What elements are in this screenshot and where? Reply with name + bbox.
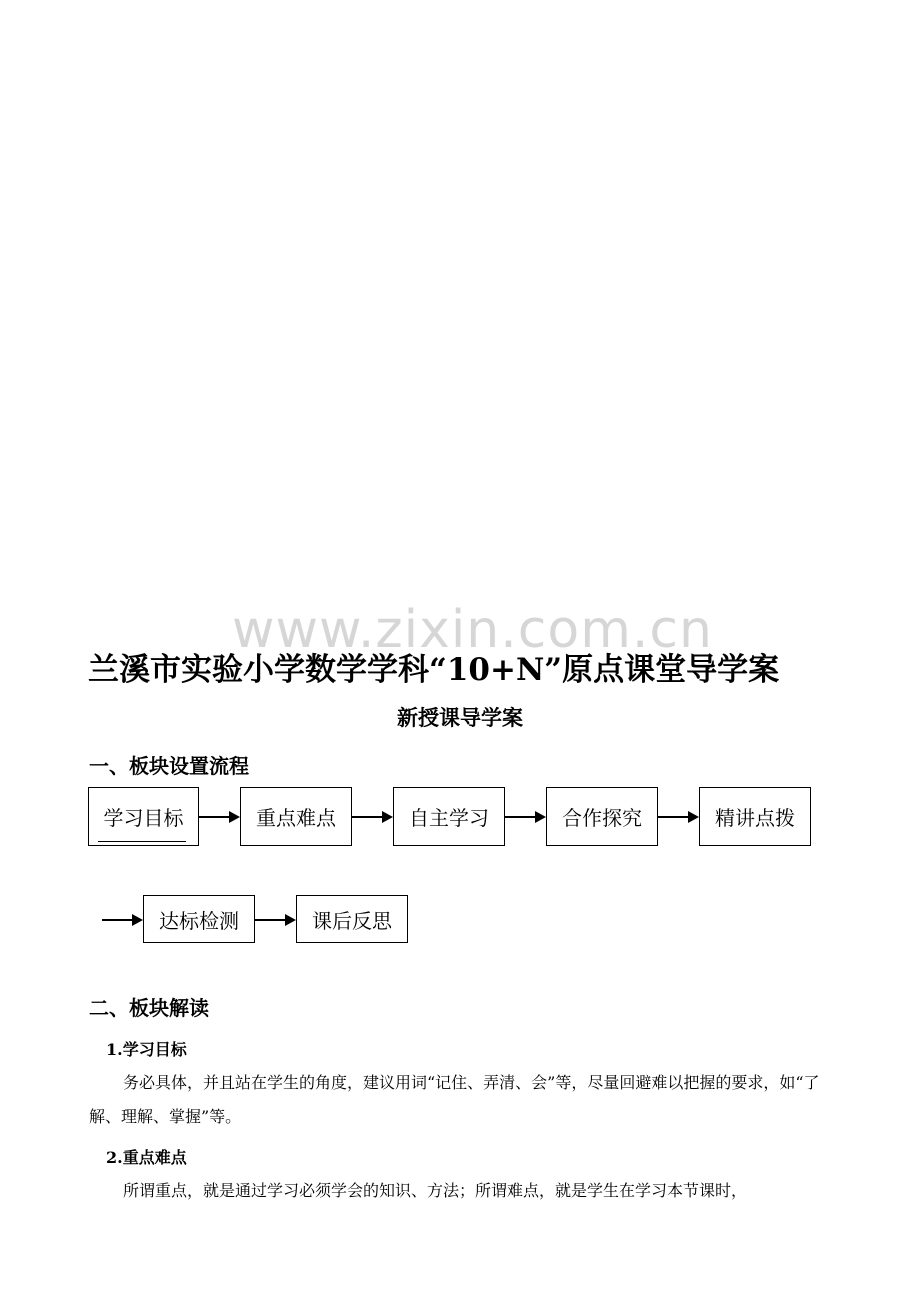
flow-step-label: 课后反思 <box>312 908 392 933</box>
flow-step-key-points <box>240 787 352 846</box>
flow-step-guidance <box>699 787 811 846</box>
flow-step-label: 精讲点拨 <box>715 806 795 830</box>
item-text: 所谓重点，就是通过学习必须学会的知识、方法；所谓难点，就是学生在学习本节课时， <box>123 1181 748 1200</box>
page-title: 兰溪市实验小学数学学科“10+N”原点课堂导学案 <box>88 652 780 688</box>
flow-step-cooperation <box>546 787 658 846</box>
flow-arrow <box>352 811 393 823</box>
page-subtitle: 新授课导学案 <box>397 705 523 730</box>
flow-step-label: 自主学习 <box>409 806 489 830</box>
flow-step-label: 达标检测 <box>159 908 239 933</box>
item-text: 务必具体，并且站在学生的角度，建议用词“记住、弄清、会”等，尽量回避难以把握的要求，如“了解、理解、掌握”等。 <box>89 1073 820 1126</box>
underline-mark <box>98 841 186 842</box>
flow-arrow <box>102 914 143 926</box>
flow-arrow <box>255 914 296 926</box>
flow-step-self-study <box>393 787 505 846</box>
flow-step-label: 合作探究 <box>562 806 642 830</box>
flow-step-learning-goals <box>88 787 199 846</box>
watermark: www.zixin.com.cn <box>232 600 713 660</box>
flow-arrow <box>658 811 699 823</box>
item-label: 2.重点难点 <box>106 1148 187 1167</box>
flow-step-label: 学习目标 <box>103 806 184 830</box>
flow-arrow <box>505 811 546 823</box>
flow-arrow <box>199 811 240 823</box>
item-label: 1.学习目标 <box>106 1040 187 1059</box>
section-heading-process: 一、板块设置流程 <box>89 754 249 778</box>
flow-step-assessment <box>143 895 255 943</box>
section-heading-interpretation: 二、板块解读 <box>89 996 209 1020</box>
flow-step-reflection <box>296 895 408 943</box>
flow-step-label: 重点难点 <box>256 806 336 830</box>
